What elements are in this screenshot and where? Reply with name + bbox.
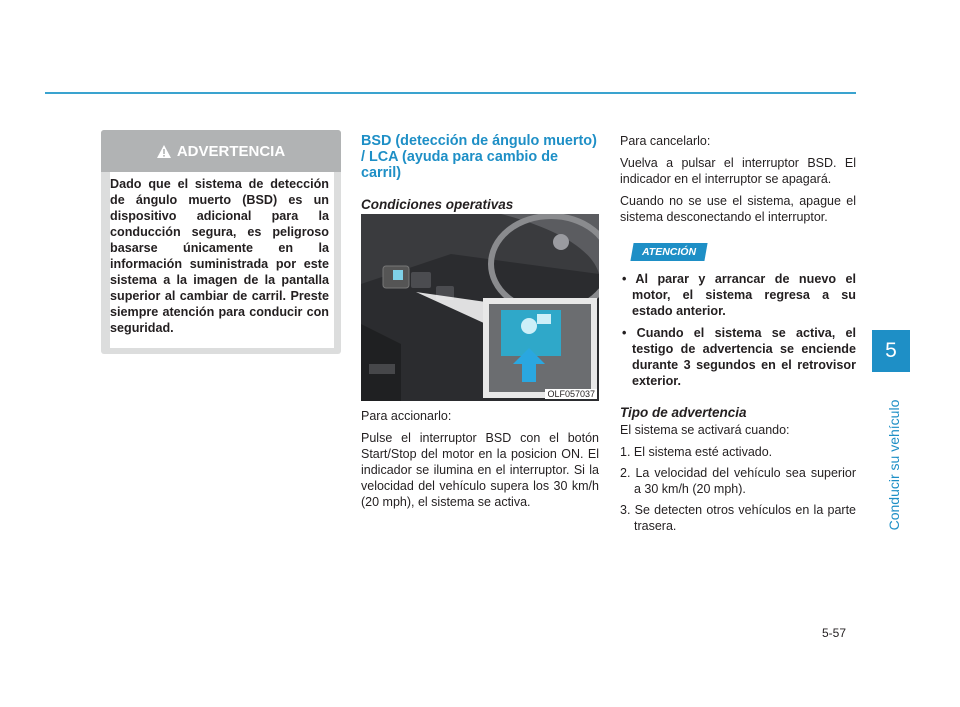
warning-text: Dado que el sistema de detección de ángulo muerto (BSD) es un dispositivo adicional para la conducción segura, es peligroso basarse únicamente en la información suministrada por este sistema a la imagen de la pantalla superior al cambiar de carril. Preste siempre atención para conducir con seguridad.: [110, 177, 329, 335]
warning-header: [101, 130, 341, 172]
cancel-heading: Para cancelarlo:: [620, 134, 711, 148]
caution-badge: [630, 243, 707, 261]
warning-type-title: Tipo de advertencia: [620, 405, 747, 420]
section-title: BSD (detección de ángulo muerto) / LCA (ayuda para cambio de carril): [361, 133, 597, 181]
caution-item: • Cuando el sistema se activa, el testigo de advertencia se enciende durante 3 segundos en el retrovisor exterior.: [622, 326, 856, 388]
cancel-text-2: Cuando no se use el sistema, apague el sistema desconectando el interruptor.: [620, 194, 856, 224]
warning-title: ADVERTENCIA: [176, 142, 286, 160]
warning-type-intro: El sistema se activará cuando:: [620, 423, 790, 437]
warning-body: [110, 172, 334, 348]
caution-item: • Al parar y arrancar de nuevo el motor, el sistema regresa a su estado anterior.: [622, 272, 856, 318]
warning-type-item: 1. El sistema esté activado.: [620, 445, 773, 459]
caution-label: ATENCIÓN: [642, 246, 697, 258]
figure-code: OLF057037: [547, 389, 595, 399]
activate-heading: Para accionarlo:: [361, 409, 452, 423]
section-subtitle: Condiciones operativas: [361, 197, 514, 212]
cancel-text-1: Vuelva a pulsar el interruptor BSD. El indicador en el interruptor se apagará.: [620, 156, 856, 186]
dashboard-image: [361, 214, 599, 401]
chapter-title-text: Conducir su vehículo: [886, 399, 902, 531]
chapter-title: [884, 380, 904, 550]
section-header: [361, 133, 599, 212]
warning-type-item: 3. Se detecten otros vehículos en la parte trasera.: [620, 503, 856, 533]
warning-type-item: 2. La velocidad del vehículo sea superior a 30 km/h (20 mph).: [620, 466, 856, 496]
right-column: [620, 133, 856, 539]
warning-triangle-icon: [157, 145, 171, 158]
activate-text: Pulse el interruptor BSD con el botón Start/Stop del motor en la posicion ON. El indicador se ilumina en el interruptor. Si la velocidad del vehículo supera los 30 km/h (20 mph), el sistema se activa.: [361, 431, 599, 509]
header-rule: [45, 92, 856, 94]
page-number: 5-57: [822, 626, 847, 640]
activate-section: [361, 408, 599, 516]
dashboard-figure: [361, 214, 599, 401]
chapter-number-tab: 5: [872, 330, 910, 372]
